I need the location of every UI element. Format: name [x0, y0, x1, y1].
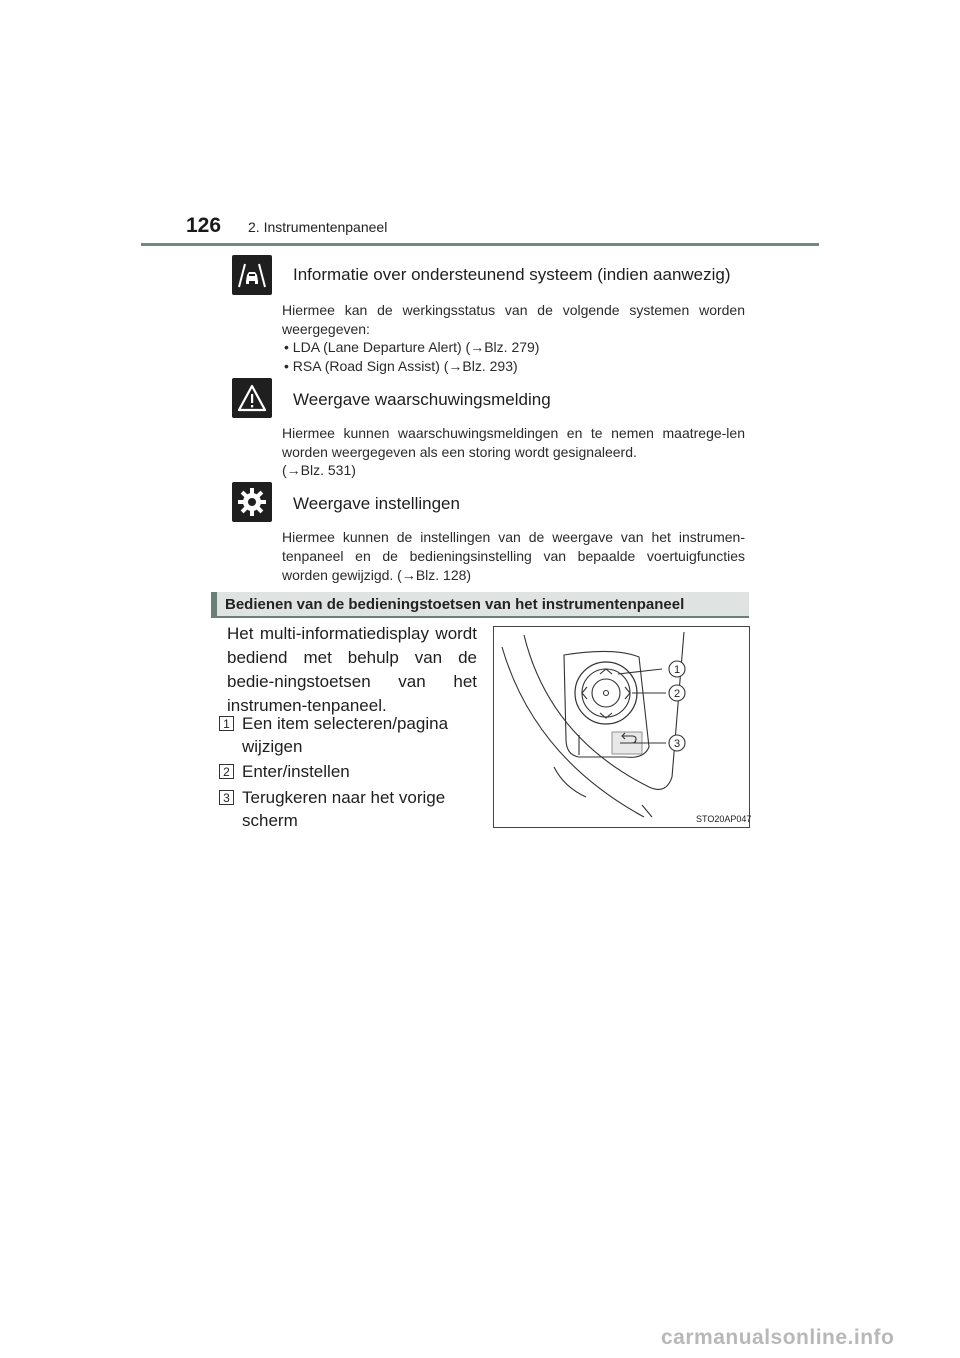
step-text-1: Een item selecteren/pagina wijzigen	[242, 714, 449, 756]
section-title-support-info: Informatie over ondersteunend systeem (indien aanwezig)	[293, 265, 731, 284]
step-number-1: 1	[219, 716, 234, 731]
section-body-warning: Hiermee kunnen waarschuwingsmeldingen en te nemen maatrege-len worden weergegeven als een storing wordt gesignaleerd.	[282, 425, 745, 460]
bullet-lda: • LDA (Lane Departure Alert) (→Blz. 279)	[284, 339, 540, 355]
section-title-warning: Weergave waarschuwingsmelding	[293, 390, 551, 409]
step-text-3: Terugkeren naar het vorige scherm	[242, 788, 446, 830]
steering-switch-illustration	[494, 627, 752, 827]
banner-title: Bedienen van de bedieningstoetsen van het instrumentenpaneel	[225, 596, 685, 613]
svg-text:3: 3	[673, 738, 681, 750]
callout-2	[669, 685, 685, 701]
step-text-2: Enter/instellen	[242, 762, 350, 781]
section-ref-warning: (→Blz. 531)	[282, 462, 356, 478]
section-body-support-info: Hiermee kan de werkingsstatus van de volgende systemen worden weergegeven:	[282, 302, 745, 337]
lane-departure-icon	[232, 255, 272, 295]
svg-text:1: 1	[673, 664, 681, 676]
section-body-settings: Hiermee kunnen de instellingen van de weergave van het instrumen-tenpaneel en de bedieningsinstelling van bepaalde voertuigfuncties worden gewijzigd. (→Blz. 128)	[282, 529, 745, 583]
svg-text:2: 2	[673, 688, 681, 700]
step-number-2: 2	[219, 764, 234, 779]
watermark: carmanualsonline.info	[661, 1326, 895, 1349]
lead-paragraph: Het multi-informatiedisplay wordt bediend met behulp van de bedie-ningstoetsen van het instrumen-tenpaneel.	[227, 624, 477, 715]
callout-3	[669, 735, 685, 751]
step-number-3: 3	[219, 790, 234, 805]
steering-switch-figure	[493, 626, 750, 828]
gear-icon	[232, 482, 272, 522]
section-banner	[211, 592, 749, 618]
figure-code: STO20AP047	[696, 814, 752, 824]
bullet-rsa: • RSA (Road Sign Assist) (→Blz. 293)	[284, 358, 518, 374]
callout-1	[669, 661, 685, 677]
page-number: 126	[186, 214, 222, 237]
header-rule	[141, 243, 819, 246]
chapter-title: 2. Instrumentenpaneel	[248, 219, 388, 235]
warning-triangle-icon	[232, 378, 272, 418]
section-title-settings: Weergave instellingen	[293, 494, 460, 513]
